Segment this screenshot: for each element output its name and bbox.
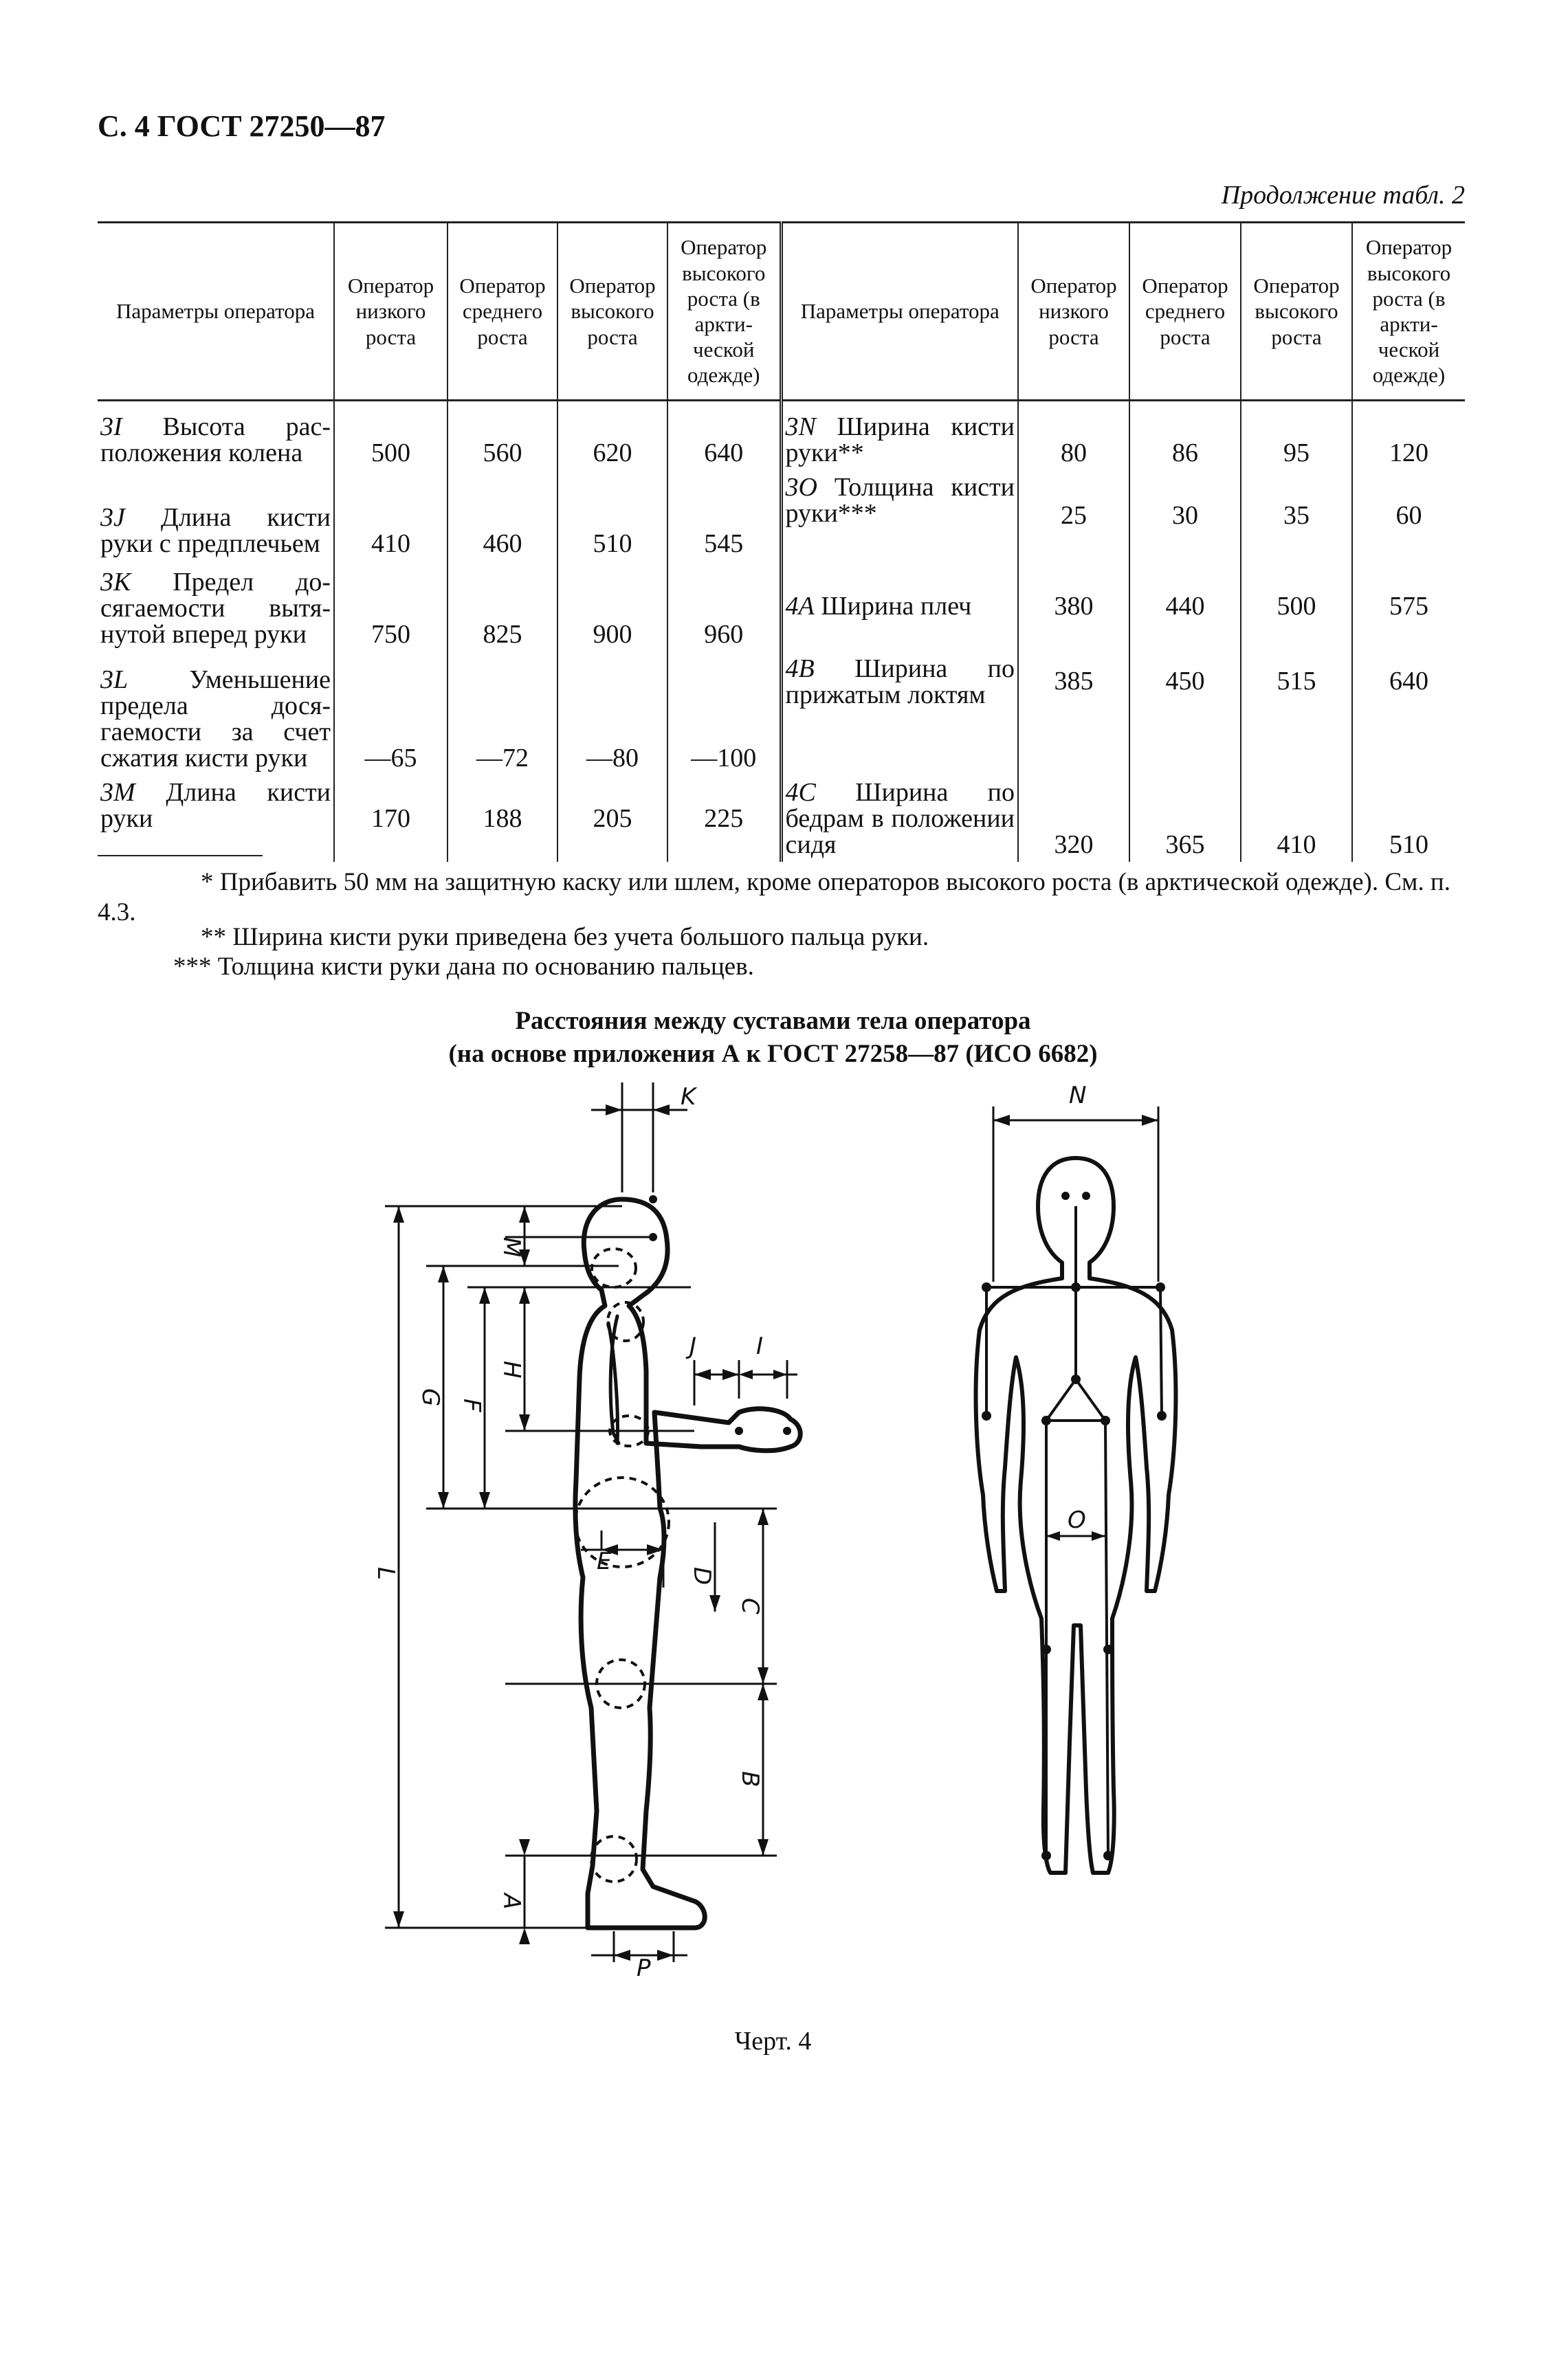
figure-caption: Черт. 4 bbox=[734, 2027, 812, 2056]
arrowhead bbox=[758, 1684, 769, 1700]
label-B: B bbox=[736, 1771, 764, 1788]
arrowhead bbox=[773, 1370, 787, 1379]
label-O: O bbox=[1068, 1506, 1086, 1534]
header-mid: Оператор среднего роста bbox=[448, 223, 557, 401]
label-C: C bbox=[736, 1598, 764, 1614]
body-joints-figure bbox=[0, 1069, 1546, 2017]
arrowhead bbox=[438, 1492, 449, 1509]
header-param: Параметры оператора bbox=[781, 223, 1018, 401]
cell-value: —72 bbox=[448, 652, 557, 775]
cell-value: 575 bbox=[1352, 561, 1465, 652]
arrowhead bbox=[606, 1104, 622, 1115]
label-N: N bbox=[1069, 1082, 1087, 1109]
header-arctic: Оператор высокого роста (в аркти-ческой одежде) bbox=[1352, 223, 1465, 401]
label-A: A bbox=[498, 1893, 525, 1910]
figure-title bbox=[0, 1005, 1546, 1071]
front-joint-dot bbox=[1041, 1851, 1051, 1860]
cell-value: 30 bbox=[1129, 470, 1241, 561]
arrowhead bbox=[758, 1509, 769, 1525]
front-joint-dot bbox=[982, 1282, 991, 1292]
arrowhead bbox=[519, 1414, 530, 1431]
cell-value: 410 bbox=[1241, 775, 1352, 862]
row-name: 3N Ширина кисти руки** bbox=[781, 401, 1018, 471]
side-joint-dot bbox=[735, 1427, 743, 1435]
cell-value: 385 bbox=[1018, 652, 1129, 775]
row-name: 3J Длина кисти руки с предплечьем bbox=[98, 470, 334, 561]
neck-joint-circle bbox=[592, 1249, 636, 1287]
cell-value: 515 bbox=[1241, 652, 1352, 775]
table-row bbox=[98, 401, 1465, 471]
row-name: 4A Ширина плеч bbox=[781, 561, 1018, 652]
cell-value: —80 bbox=[557, 652, 667, 775]
side-joint-dot bbox=[649, 1195, 657, 1203]
cell-value: 60 bbox=[1352, 470, 1465, 561]
table-caption: Продолжение табл. 2 bbox=[1221, 181, 1465, 210]
cell-value: 205 bbox=[557, 775, 667, 862]
cell-value: 440 bbox=[1129, 561, 1241, 652]
cell-value: 35 bbox=[1241, 470, 1352, 561]
footnote-2: ** Ширина кисти руки приведена без учета большого пальца руки. bbox=[201, 923, 929, 951]
cell-value: 510 bbox=[557, 470, 667, 561]
row-name: 3I Высота расположения колена bbox=[98, 401, 334, 471]
table-row bbox=[98, 775, 1465, 862]
cell-value: 500 bbox=[334, 401, 448, 471]
header-mid: Оператор среднего роста bbox=[1129, 223, 1241, 401]
cell-value: 620 bbox=[557, 401, 667, 471]
cell-value: 960 bbox=[667, 561, 781, 652]
arrowhead bbox=[438, 1266, 449, 1282]
arrowhead bbox=[1092, 1531, 1105, 1541]
header-low: Оператор низкого роста bbox=[1018, 223, 1129, 401]
figure-title-line-2: (на основе приложения А к ГОСТ 27258—87 (ИСО 6682) bbox=[448, 1040, 1098, 1069]
arrowhead bbox=[393, 1206, 404, 1223]
arrowhead bbox=[519, 1839, 530, 1856]
cell-value: 170 bbox=[334, 775, 448, 862]
front-joint-dot bbox=[1041, 1645, 1051, 1654]
cell-value: 450 bbox=[1129, 652, 1241, 775]
cell-value: —65 bbox=[334, 652, 448, 775]
cell-value: 86 bbox=[1129, 401, 1241, 471]
cell-value: 640 bbox=[1352, 652, 1465, 775]
header-low: Оператор низкого роста bbox=[334, 223, 448, 401]
arrowhead bbox=[709, 1595, 720, 1612]
cell-value: 380 bbox=[1018, 561, 1129, 652]
row-name: 3M Длина кисти руки bbox=[98, 775, 334, 862]
cell-value: 545 bbox=[667, 470, 781, 561]
hip-joint-circle bbox=[575, 1478, 669, 1567]
parameters-table bbox=[98, 221, 1465, 862]
cell-value: 365 bbox=[1129, 775, 1241, 862]
footnote-1: * Прибавить 50 мм на защитную каску или шлем, кроме операторов высокого роста (в арктической одежде). См. п. 4.3. bbox=[98, 868, 1450, 927]
arrowhead bbox=[694, 1369, 711, 1380]
front-joint-dot bbox=[1103, 1851, 1113, 1860]
label-I: I bbox=[756, 1333, 764, 1360]
arrowhead bbox=[657, 1950, 674, 1961]
cell-value: —100 bbox=[667, 652, 781, 775]
footnote-3: *** Толщина кисти руки дана по основанию пальцев. bbox=[173, 953, 754, 981]
label-P: P bbox=[637, 1955, 651, 1982]
row-name: 4C Ширина по бедрам в положении сидя bbox=[781, 775, 1018, 862]
front-joint-dot bbox=[982, 1411, 991, 1421]
page-header: С. 4 ГОСТ 27250—87 bbox=[98, 109, 386, 143]
arrowhead bbox=[739, 1370, 753, 1379]
arrowhead bbox=[758, 1667, 769, 1684]
label-G: G bbox=[417, 1388, 444, 1407]
header-param: Параметры оператора bbox=[98, 223, 334, 401]
cell-value: 560 bbox=[448, 401, 557, 471]
arrowhead bbox=[393, 1911, 404, 1928]
label-D: D bbox=[688, 1567, 716, 1586]
header-high: Оператор высокого роста bbox=[557, 223, 667, 401]
arrowhead bbox=[519, 1206, 530, 1223]
label-J: J bbox=[689, 1333, 697, 1360]
arrowhead bbox=[1046, 1531, 1060, 1541]
cell-value: 95 bbox=[1241, 401, 1352, 471]
front-joint-dot bbox=[1156, 1282, 1165, 1292]
row-name: 3K Предел досягаемости вытянутой вперед руки bbox=[98, 561, 334, 652]
table-row bbox=[98, 561, 1465, 652]
arrowhead bbox=[519, 1287, 530, 1304]
front-joint-dot bbox=[1103, 1645, 1113, 1654]
cell-value: 320 bbox=[1018, 775, 1129, 862]
label-M: M bbox=[498, 1237, 525, 1258]
front-joint-dot bbox=[1071, 1375, 1081, 1384]
footnote-divider bbox=[98, 855, 263, 856]
front-pelvis-triangle bbox=[1046, 1379, 1105, 1421]
label-H: H bbox=[498, 1361, 525, 1379]
front-right-arm-line bbox=[1160, 1287, 1162, 1416]
cell-value: 80 bbox=[1018, 401, 1129, 471]
arrowhead bbox=[653, 1104, 670, 1115]
row-name: 4B Ширина по прижатым локтям bbox=[781, 652, 1018, 775]
cell-value: 750 bbox=[334, 561, 448, 652]
label-L: L bbox=[372, 1567, 399, 1580]
table-row bbox=[98, 470, 1465, 561]
header-arctic: Оператор высокого роста (в аркти-ческой одежде) bbox=[667, 223, 781, 401]
front-joint-dot bbox=[1157, 1411, 1167, 1421]
row-name: 3O Толщина кисти руки*** bbox=[781, 470, 1018, 561]
cell-value: 225 bbox=[667, 775, 781, 862]
table-row bbox=[98, 652, 1465, 775]
cell-value: 410 bbox=[334, 470, 448, 561]
arrowhead bbox=[479, 1492, 490, 1509]
arrowhead bbox=[993, 1115, 1010, 1126]
label-F: F bbox=[458, 1399, 485, 1412]
front-right-eye bbox=[1082, 1192, 1090, 1200]
cell-value: 120 bbox=[1352, 401, 1465, 471]
arrowhead bbox=[614, 1950, 630, 1961]
cell-value: 460 bbox=[448, 470, 557, 561]
ankle-joint-circle bbox=[591, 1836, 637, 1882]
arrowhead bbox=[479, 1287, 490, 1304]
arrowhead bbox=[1142, 1115, 1158, 1126]
figure-title-line-1: Расстояния между суставами тела оператора bbox=[515, 1007, 1031, 1035]
cell-value: 25 bbox=[1018, 470, 1129, 561]
front-joint-dot bbox=[1071, 1282, 1081, 1292]
arrowhead bbox=[758, 1839, 769, 1856]
cell-value: 640 bbox=[667, 401, 781, 471]
front-left-eye bbox=[1061, 1192, 1070, 1200]
row-name: 3L Уменьшение предела досягаемости за счет сжатия кисти руки bbox=[98, 652, 334, 775]
cell-value: 825 bbox=[448, 561, 557, 652]
arrowhead bbox=[722, 1369, 739, 1380]
front-right-leg-line bbox=[1105, 1421, 1108, 1856]
header-high: Оператор высокого роста bbox=[1241, 223, 1352, 401]
cell-value: 510 bbox=[1352, 775, 1465, 862]
cell-value: 500 bbox=[1241, 561, 1352, 652]
label-K: K bbox=[681, 1083, 696, 1111]
side-joint-dot bbox=[783, 1427, 791, 1435]
cell-value: 900 bbox=[557, 561, 667, 652]
cell-value: 188 bbox=[448, 775, 557, 862]
front-joint-dot bbox=[1101, 1416, 1110, 1425]
arrowhead bbox=[519, 1928, 530, 1944]
label-E: E bbox=[597, 1548, 612, 1575]
front-joint-dot bbox=[1041, 1416, 1051, 1425]
